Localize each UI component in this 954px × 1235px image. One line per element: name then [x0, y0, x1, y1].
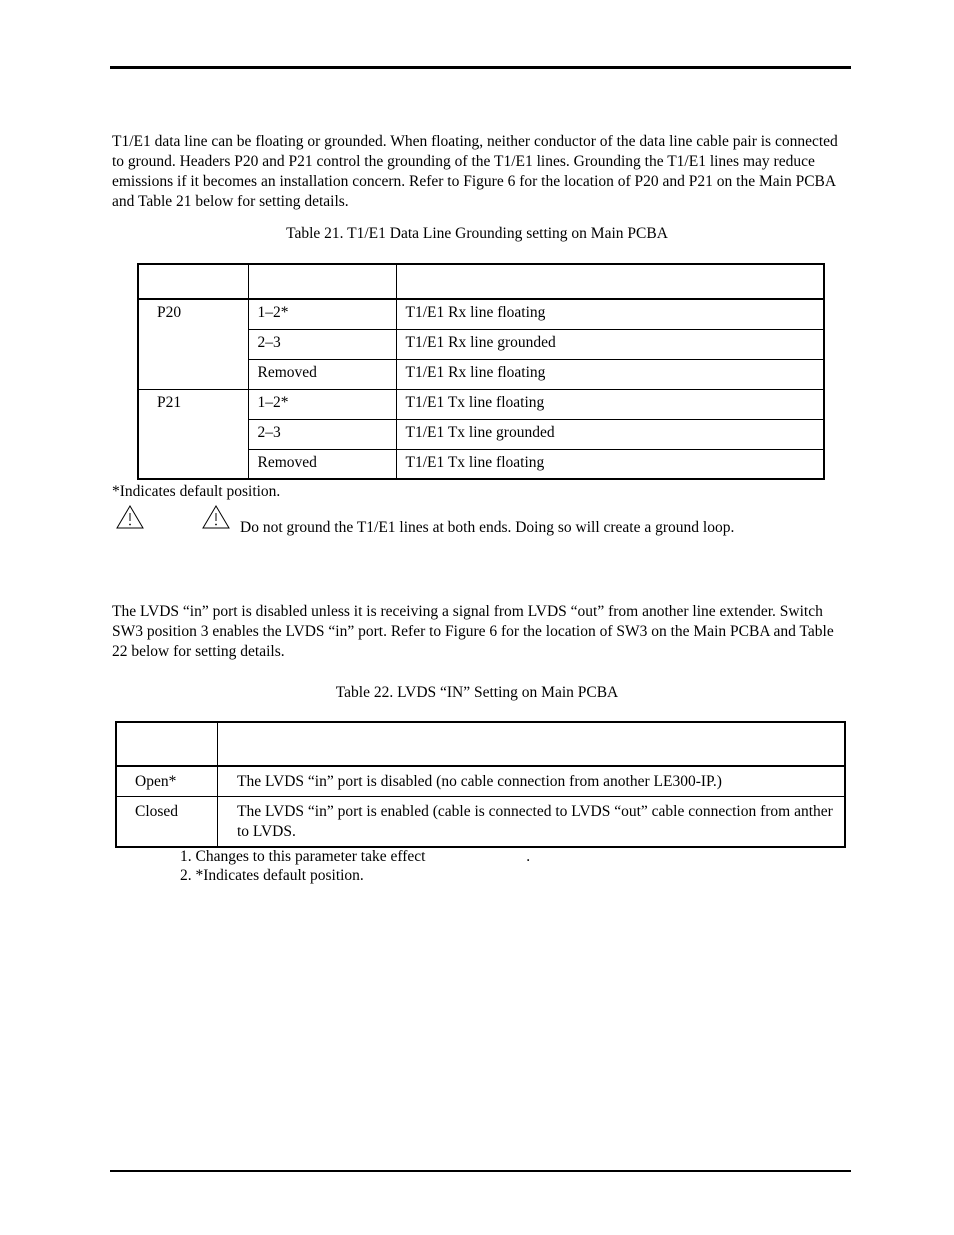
note-item: 2. *Indicates default position. — [180, 867, 364, 884]
table22-notes — [180, 847, 530, 885]
function-cell: T1/E1 Tx line grounded — [396, 419, 824, 449]
position-cell: Open* — [116, 766, 218, 797]
function-cell: T1/E1 Tx line floating — [396, 389, 824, 419]
table-row — [138, 389, 824, 419]
table22-caption: Table 22. LVDS “IN” Setting on Main PCBA — [335, 684, 619, 701]
warning-triangle-icon — [116, 505, 144, 529]
header-position — [248, 264, 396, 299]
footer-rule — [110, 1170, 851, 1172]
header-position — [116, 722, 218, 766]
table-header-row — [138, 264, 824, 299]
position-cell: 2–3 — [248, 329, 396, 359]
header-connector — [138, 264, 248, 299]
function-cell: T1/E1 Rx line floating — [396, 299, 824, 329]
warning-note — [116, 505, 856, 536]
table-row — [116, 797, 845, 848]
warning-text: Do not ground the T1/E1 lines at both ends. Doing so will create a ground loop. — [240, 519, 735, 536]
header-function — [396, 264, 824, 299]
connector-cell: P21 — [138, 389, 248, 479]
grounding-paragraph: T1/E1 data line can be floating or grounded. When floating, neither conductor of the data line cable pair is connected to ground. Headers P20 and P21 control the grounding of the T1/E1 lines. Grounding the T1/E1 lines may reduce emissions if it becomes an installation concern. Refer to Figure 6 for the location of P20 and P21 on the Main PCBA and Table 21 below for setting details. — [112, 133, 838, 210]
lvds-paragraph: The LVDS “in” port is disabled unless it is receiving a signal from LVDS “out” from another line extender. Switch SW3 position 3 enables the LVDS “in” port. Refer to Figure 6 for the location of SW3 on the Main PCBA and Table 22 below for setting details. — [112, 603, 834, 660]
function-cell: T1/E1 Rx line floating — [396, 359, 824, 389]
warning-triangle-icon — [202, 505, 230, 529]
position-cell: Closed — [116, 797, 218, 848]
table-row — [116, 766, 845, 797]
header-rule — [110, 66, 851, 69]
lvds-table — [115, 721, 846, 848]
header-description — [218, 722, 846, 766]
description-cell: The LVDS “in” port is enabled (cable is connected to LVDS “out” cable connection from anther to LVDS. — [218, 797, 846, 848]
connector-cell: P20 — [138, 299, 248, 389]
position-cell: Removed — [248, 359, 396, 389]
function-cell: T1/E1 Tx line floating — [396, 449, 824, 479]
grounding-table — [137, 263, 825, 480]
table21-footnote: *Indicates default position. — [112, 483, 281, 500]
table-row — [138, 299, 824, 329]
table-header-row — [116, 722, 845, 766]
position-cell: 1–2* — [248, 299, 396, 329]
position-cell: 1–2* — [248, 389, 396, 419]
position-cell: 2–3 — [248, 419, 396, 449]
position-cell: Removed — [248, 449, 396, 479]
table21-caption: Table 21. T1/E1 Data Line Grounding setting on Main PCBA — [286, 225, 668, 242]
description-cell: The LVDS “in” port is disabled (no cable connection from another LE300-IP.) — [218, 766, 846, 797]
function-cell: T1/E1 Rx line grounded — [396, 329, 824, 359]
note-item: 1. Changes to this parameter take effect . — [180, 848, 531, 865]
